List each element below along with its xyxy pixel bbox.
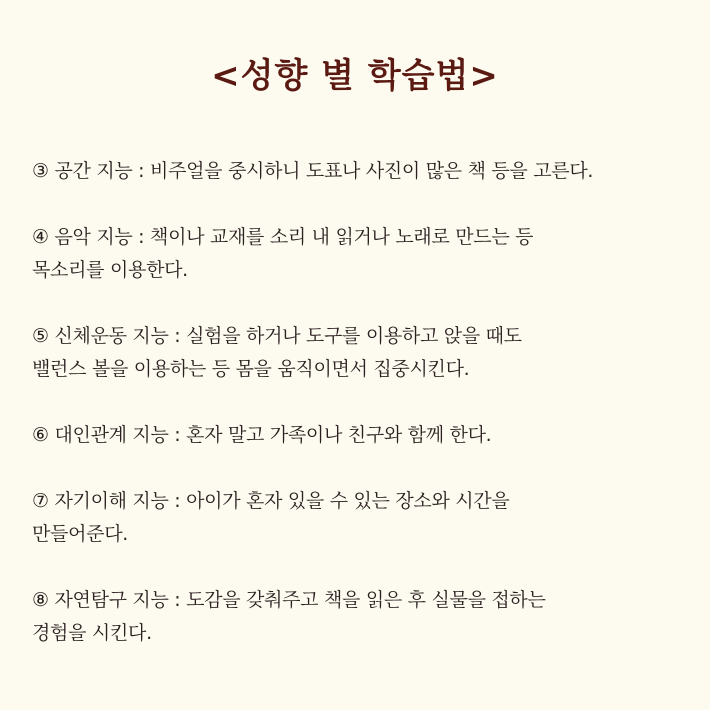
page-title: <성향 별 학습법> [211, 56, 499, 96]
item-line: 경험을 시킨다. [32, 622, 152, 644]
item-line: 목소리를 이용한다. [32, 259, 188, 281]
list-item-musical [32, 221, 702, 287]
item-line: ④ 음악 지능 : 책이나 교재를 소리 내 읽거나 노래로 만드는 등 [32, 226, 534, 248]
item-line: ③ 공간 지능 : 비주얼을 중시하니 도표나 사진이 많은 책 등을 고른다. [32, 160, 594, 182]
item-line: ⑤ 신체운동 지능 : 실험을 하거나 도구를 이용하고 앉을 때도 [32, 325, 522, 347]
list-item-bodily [32, 320, 702, 386]
item-line: ⑦ 자기이해 지능 : 아이가 혼자 있을 수 있는 장소와 시간을 [32, 490, 510, 512]
content-list [32, 155, 702, 683]
item-line: ⑥ 대인관계 지능 : 혼자 말고 가족이나 친구와 함께 한다. [32, 424, 492, 446]
item-line: 밸런스 볼을 이용하는 등 몸을 움직이면서 집중시킨다. [32, 358, 470, 380]
item-line: 만들어준다. [32, 523, 129, 545]
list-item-interpersonal [32, 419, 702, 452]
list-item-naturalist [32, 584, 702, 650]
item-line: ⑧ 자연탐구 지능 : 도감을 갖춰주고 책을 읽은 후 실물을 접하는 [32, 589, 546, 611]
list-item-intrapersonal [32, 485, 702, 551]
list-item-spatial [32, 155, 702, 188]
